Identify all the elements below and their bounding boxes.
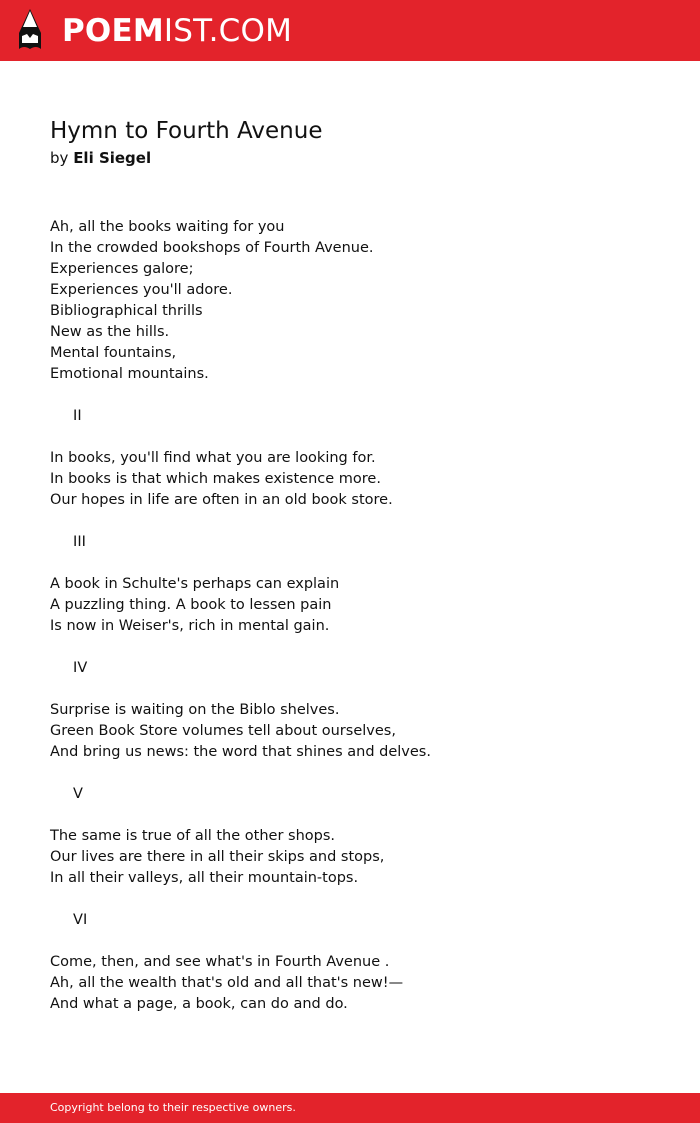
poem-line [50,889,650,910]
poem-line [50,553,650,574]
poem-line [50,763,650,784]
poem-line: Surprise is waiting on the Biblo shelves. [50,702,340,718]
poem-line: Green Book Store volumes tell about ourselves, [50,723,396,739]
site-footer [0,1093,700,1123]
poem-line: III [50,534,86,550]
poem-line: In books, you'll find what you are looking for. [50,450,376,466]
poem-line [50,511,650,532]
poem-line: IV [50,660,88,676]
poem-line: The same is true of all the other shops. [50,828,335,844]
poem-line: In books is that which makes existence more. [50,471,381,487]
poem-line: Emotional mountains. [50,366,209,382]
poem-line: Mental fountains, [50,345,177,361]
poem-line: Come, then, and see what's in Fourth Avenue . [50,954,390,970]
poem-line: Ah, all the books waiting for you [50,219,285,235]
poem-line: Bibliographical thrills [50,303,203,319]
poem-line: And bring us news: the word that shines and delves. [50,744,431,760]
poem-line: II [50,408,82,424]
poem-line: New as the hills. [50,324,170,340]
poem-line: In the crowded bookshops of Fourth Avenue. [50,240,374,256]
poem-line: Experiences galore; [50,261,194,277]
poem-line [50,931,650,952]
poem-title: Hymn to Fourth Avenue [50,118,323,144]
by-prefix: by [50,149,69,167]
poem-line: A puzzling thing. A book to lessen pain [50,597,332,613]
site-header [0,0,700,61]
poem-line: VI [50,912,88,928]
poem-line [50,385,650,406]
poem-line [50,637,650,658]
poem-line: A book in Schulte's perhaps can explain [50,576,340,592]
brand-bold-text: POEM [62,13,164,49]
poem-line [50,427,650,448]
brand-light-text: IST.COM [163,13,293,49]
poem-body [50,217,650,1015]
poem-line [50,679,650,700]
poem-line: And what a page, a book, can do and do. [50,996,348,1012]
author-name: Eli Siegel [73,149,152,167]
poem-line: Experiences you'll adore. [50,282,233,298]
poem-line: In all their valleys, all their mountain-tops. [50,870,359,886]
byline [50,149,650,167]
poem-line: Ah, all the wealth that's old and all that's new!— [50,975,404,991]
poem-line: Our lives are there in all their skips and stops, [50,849,385,865]
pencil-tip-icon[interactable] [17,9,43,52]
poem-line: Our hopes in life are often in an old book store. [50,492,393,508]
poem-line: Is now in Weiser's, rich in mental gain. [50,618,330,634]
poem-content [50,112,650,1015]
poem-line [50,805,650,826]
copyright-text: Copyright belong to their respective owners. [50,1101,296,1114]
site-logo-text[interactable] [62,13,292,49]
poem-line: V [50,786,83,802]
